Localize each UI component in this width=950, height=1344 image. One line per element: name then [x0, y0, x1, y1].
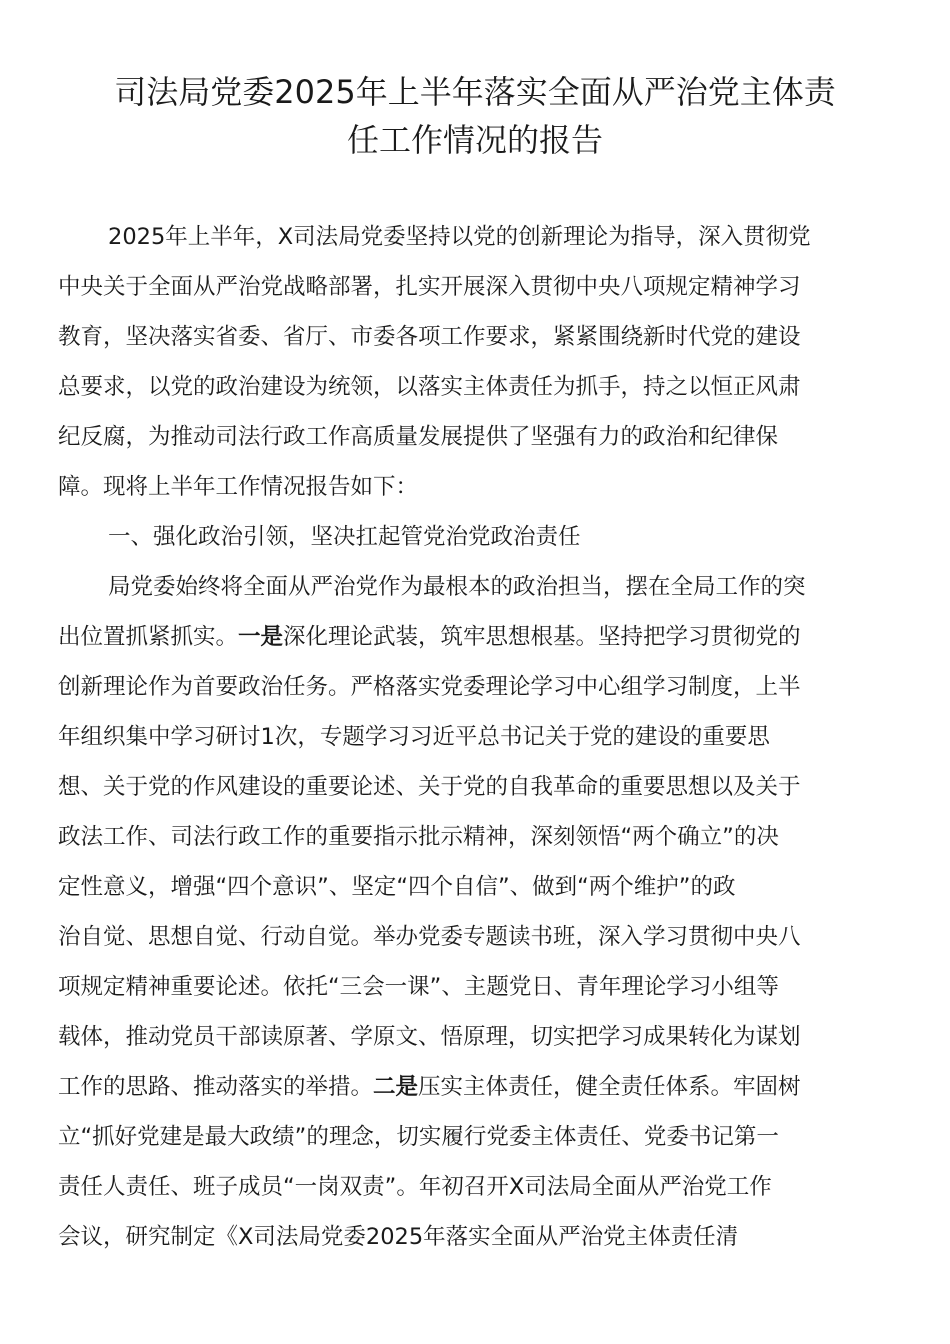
- intro-line-5: 纪反腐，为推动司法行政工作高质量发展提供了坚强有力的政治和纪律保: [58, 424, 779, 450]
- document-title-line-2: 任工作情况的报告: [346, 121, 603, 159]
- body-line-14: 会议，研究制定《X司法局党委2025年落实全面从严治党主体责任清: [58, 1224, 739, 1250]
- body-text: 出位置抓紧抓实。: [58, 624, 239, 650]
- body-line-9: 项规定精神重要论述。依托“三会一课”、主题党日、青年理论学习小组等: [58, 974, 779, 1000]
- body-line-3: 创新理论作为首要政治任务。严格落实党委理论学习中心组学习制度，上半: [58, 674, 801, 700]
- intro-line-3: 教育，坚决落实省委、省厅、市委各项工作要求，紧紧围绕新时代党的建设: [58, 324, 801, 350]
- body-line-10: 载体，推动党员干部读原著、学原文、悟原理，切实把学习成果转化为谋划: [58, 1024, 801, 1050]
- body-text: 工作的思路、推动落实的举措。: [58, 1074, 374, 1100]
- body-text: 压实主体责任，健全责任体系。牢固树: [418, 1074, 801, 1100]
- body-line-4: 年组织集中学习研讨1次，专题学习习近平总书记关于党的建设的重要思: [58, 724, 770, 750]
- body-line-2: [58, 622, 801, 652]
- body-text: 深化理论武装，筑牢思想根基。坚持把学习贯彻党的: [283, 624, 801, 650]
- intro-line-2: 中央关于全面从严治党战略部署，扎实开展深入贯彻中央八项规定精神学习: [58, 274, 801, 300]
- body-line-11: [58, 1072, 801, 1102]
- body-line-12: 立“抓好党建是最大政绩”的理念，切实履行党委主体责任、党委书记第一: [58, 1124, 779, 1150]
- bold-marker-yi: 一是: [238, 624, 284, 650]
- intro-line-4: 总要求，以党的政治建设为统领，以落实主体责任为抓手，持之以恒正风肃: [58, 374, 801, 400]
- intro-line-6: 障。现将上半年工作情况报告如下：: [58, 474, 419, 500]
- bold-marker-er: 二是: [373, 1074, 419, 1100]
- body-line-6: 政法工作、司法行政工作的重要指示批示精神，深刻领悟“两个确立”的决: [58, 824, 779, 850]
- section-heading-1: 一、强化政治引领，坚决扛起管党治党政治责任: [108, 524, 581, 550]
- document-title-line-1: 司法局党委2025年上半年落实全面从严治党主体责: [114, 73, 836, 111]
- body-line-8: 治自觉、思想自觉、行动自觉。举办党委专题读书班，深入学习贯彻中央八: [58, 924, 801, 950]
- body-line-7: 定性意义，增强“四个意识”、坚定“四个自信”、做到“两个维护”的政: [58, 874, 736, 900]
- intro-line-1: 2025年上半年，X司法局党委坚持以党的创新理论为指导，深入贯彻党: [108, 224, 811, 250]
- body-line-5: 想、关于党的作风建设的重要论述、关于党的自我革命的重要思想以及关于: [58, 774, 801, 800]
- body-line-1: 局党委始终将全面从严治党作为最根本的政治担当，摆在全局工作的突: [108, 574, 806, 600]
- body-line-13: 责任人责任、班子成员“一岗双责”。年初召开X司法局全面从严治党工作: [58, 1174, 772, 1200]
